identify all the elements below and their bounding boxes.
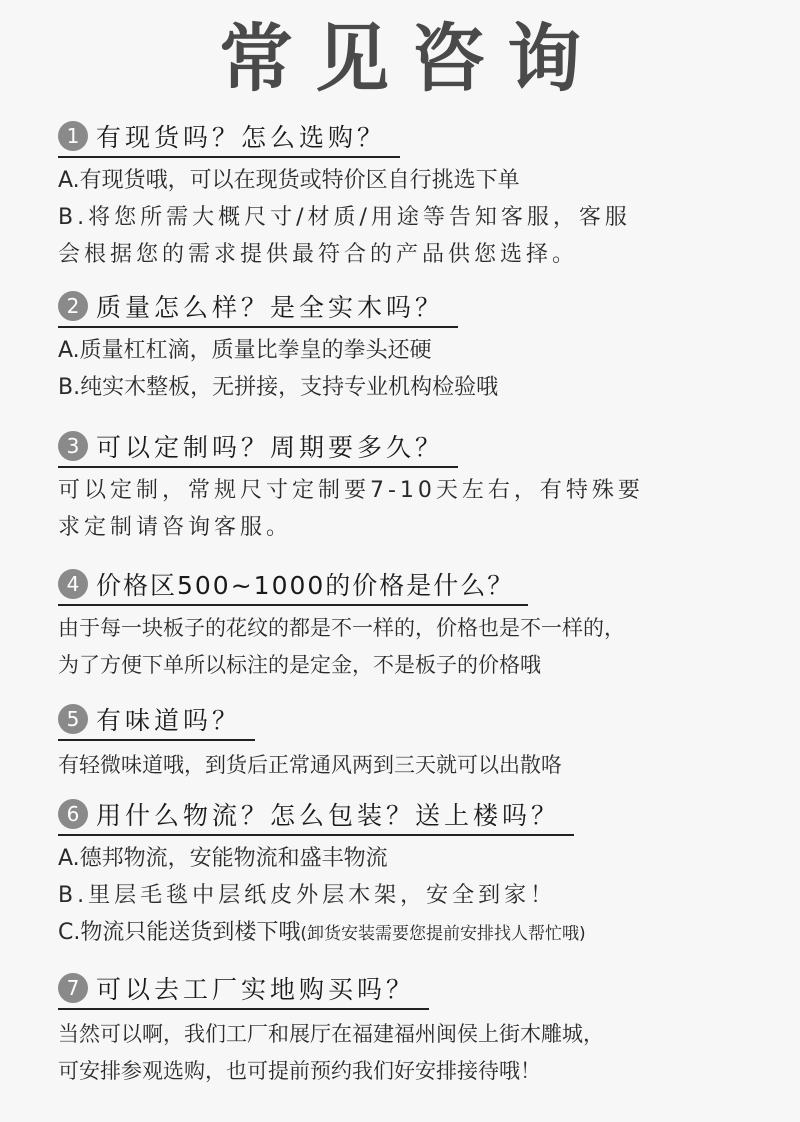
faq-question: 价格区500~1000的价格是什么？ (96, 571, 515, 600)
number-badge: 2 (58, 291, 88, 321)
faq-question: 有现货吗？怎么选购？ (96, 123, 387, 152)
number-badge: 4 (58, 569, 88, 599)
faq-question-row (58, 796, 574, 836)
faq-question-row (58, 118, 400, 158)
faq-answer: 有轻微味道哦，到货后正常通风两到三天就可以出散咯 (58, 753, 562, 777)
faq-section-4 (58, 566, 758, 684)
faq-answer: A.德邦物流，安能物流和盛丰物流 (58, 846, 388, 871)
faq-question: 有味道吗？ (96, 706, 242, 735)
faq-answer: 为了方便下单所以标注的是定金，不是板子的价格哦 (58, 653, 541, 677)
faq-question-row (58, 288, 458, 328)
faq-answer-note: (卸货安装需要您提前安排找人帮忙哦) (300, 924, 586, 944)
faq-question-row (58, 701, 255, 741)
faq-section-2 (58, 288, 758, 406)
faq-question: 用什么物流？怎么包装？送上楼吗？ (96, 801, 561, 830)
number-badge: 5 (58, 704, 88, 734)
faq-answer: 可安排参观选购，也可提前预约我们好安排接待哦！ (58, 1059, 541, 1083)
faq-answer: 由于每一块板子的花纹的都是不一样的，价格也是不一样的， (58, 616, 625, 640)
number-badge: 3 (58, 431, 88, 461)
faq-question-row (58, 970, 429, 1010)
faq-answer: A.有现货哦，可以在现货或特价区自行挑选下单 (58, 168, 520, 193)
faq-question-row (58, 566, 528, 606)
faq-answer: B.里层毛毯中层纸皮外层木架，安全到家！ (58, 883, 557, 908)
faq-question: 可以定制吗？周期要多久？ (96, 433, 445, 462)
faq-answer: 会根据您的需求提供最符合的产品供您选择。 (58, 242, 579, 267)
faq-answer: A.质量杠杠滴，质量比拳皇的拳头还硬 (58, 338, 432, 363)
number-badge: 1 (58, 121, 88, 151)
faq-section-6 (58, 796, 758, 953)
faq-section-7 (58, 970, 758, 1090)
page-title: 常见咨询 (219, 16, 603, 102)
faq-question: 可以去工厂实地购买吗？ (96, 975, 416, 1004)
faq-section-5 (58, 701, 758, 784)
number-badge: 7 (58, 973, 88, 1003)
faq-answer: 求定制请咨询客服。 (58, 515, 293, 540)
faq-answer-with-note (58, 914, 758, 953)
faq-section-1 (58, 118, 758, 273)
faq-section-3 (58, 428, 758, 546)
faq-question: 质量怎么样？是全实木吗？ (96, 293, 445, 322)
faq-answer: C.物流只能送货到楼下哦 (58, 920, 301, 945)
faq-answer: B.纯实木整板，无拼接，支持专业机构检验哦 (58, 375, 499, 400)
faq-answer: B.将您所需大概尺寸/材质/用途等告知客服，客服 (58, 205, 631, 230)
faq-question-row (58, 428, 458, 468)
number-badge: 6 (58, 799, 88, 829)
faq-answer: 可以定制，常规尺寸定制要7-10天左右，有特殊要 (58, 478, 644, 503)
faq-answer: 当然可以啊，我们工厂和展厅在福建福州闽侯上街木雕城， (58, 1022, 604, 1046)
